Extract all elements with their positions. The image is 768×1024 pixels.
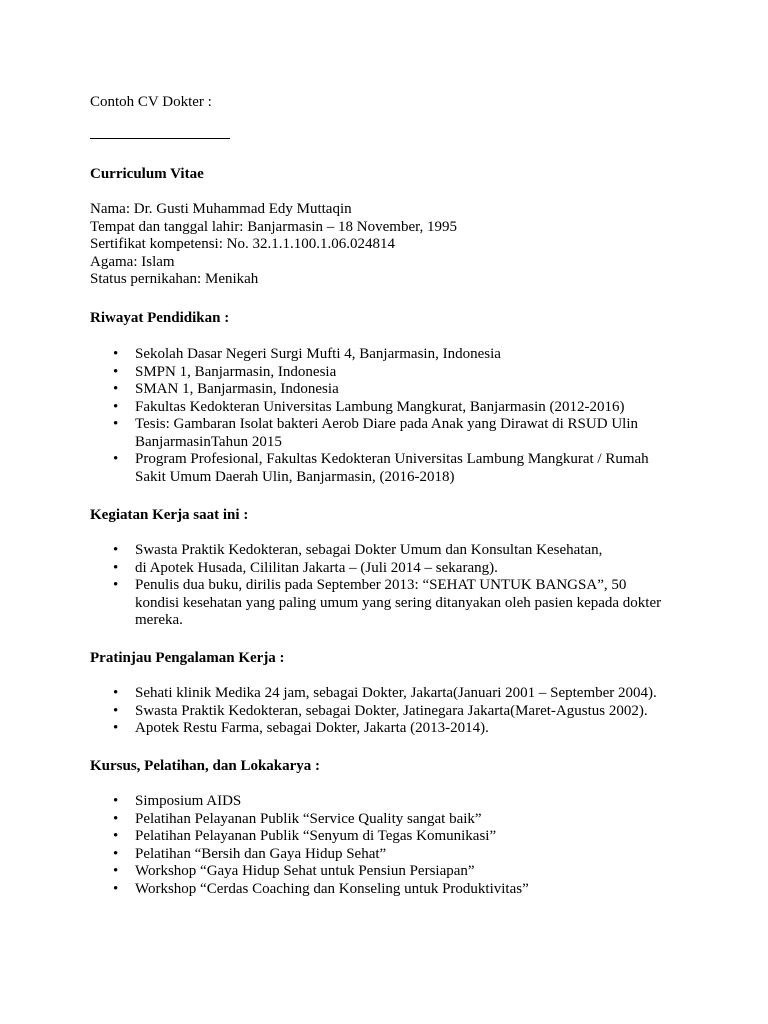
bullet-icon: • [113,845,119,862]
personal-info [90,201,457,289]
bullet-icon: • [113,863,119,879]
list-item-text: Simposium AIDS [135,793,242,809]
list-item-text: Pelatihan Pelayanan Publik “Senyum di Tegas Komunikasi” [135,828,497,844]
list-item [113,685,673,703]
list-item-text: SMAN 1, Banjarmasin, Indonesia [135,381,339,397]
bullet-icon: • [113,702,119,719]
bullet-icon: • [113,793,119,809]
bullet-icon: • [113,880,119,897]
personal-certificate: Sertifikat kompetensi: No. 32.1.1.100.1.06.024814 [90,236,395,252]
list-item [113,720,673,738]
personal-religion: Agama: Islam [90,253,175,270]
list-item [113,346,673,364]
list-item-text: Tesis: Gambaran Isolat bakteri Aerob Diare pada Anak yang Dirawat di RSUD Ulin [135,416,638,432]
list-item-text: Fakultas Kedokteran Universitas Lambung Mangkurat, Banjarmasin (2012-2016) [135,398,625,415]
list-item-text: mereka. [135,612,183,628]
list-item-text: Workshop “Cerdas Coaching dan Konseling untuk Produktivitas” [135,880,529,897]
bullet-icon: • [113,542,119,558]
list-item [113,451,673,486]
personal-name: Nama: Dr. Gusti Muhammad Edy Muttaqin [90,201,352,217]
cv-heading: Curriculum Vitae [90,166,204,182]
list-item [113,881,673,899]
list-item-text: di Apotek Husada, Cililitan Jakarta – (Juli 2014 – sekarang). [135,559,498,576]
list-item-text: Apotek Restu Farma, sebagai Dokter, Jakarta (2013-2014). [135,720,489,736]
education-list [113,346,673,486]
list-item [113,828,673,846]
work-experience-list [113,685,673,738]
list-item-text: kondisi kesehatan yang paling umum yang sering ditanyakan oleh pasien kepada dokter [135,594,662,611]
list-item-text: Swasta Praktik Kedokteran, sebagai Dokter Umum dan Konsultan Kesehatan, [135,542,603,558]
bullet-icon: • [113,363,119,380]
bullet-icon: • [113,381,119,397]
personal-marital-status: Status pernikahan: Menikah [90,271,259,287]
bullet-icon: • [113,828,119,844]
list-item-text: Workshop “Gaya Hidup Sehat untuk Pensiun Persiapan” [135,863,475,879]
current-work-heading: Kegiatan Kerja saat ini : [90,507,249,523]
list-item [113,811,673,829]
current-work-list [113,542,673,630]
bullet-icon: • [113,346,119,362]
bullet-icon: • [113,810,119,827]
list-item [113,703,673,721]
personal-birth: Tempat dan tanggal lahir: Banjarmasin – 18 November, 1995 [90,218,458,235]
list-item [113,381,673,399]
list-item [113,846,673,864]
bullet-icon: • [113,398,119,415]
bullet-icon: • [113,416,119,432]
list-item-text: Penulis dua buku, dirilis pada September 2013: “SEHAT UNTUK BANGSA”, 50 [135,577,627,593]
bullet-icon: • [113,451,119,467]
courses-list [113,793,673,898]
list-item-text: SMPN 1, Banjarmasin, Indonesia [135,363,337,380]
bullet-icon: • [113,559,119,576]
list-item-text: Swasta Praktik Kedokteran, sebagai Dokter, Jatinegara Jakarta(Maret-Agustus 2002). [135,702,648,719]
document-title: Contoh CV Dokter : [90,94,212,110]
list-item [113,577,673,630]
courses-heading: Kursus, Pelatihan, dan Lokakarya : [90,758,321,774]
list-item [113,364,673,382]
education-heading: Riwayat Pendidikan : [90,310,230,326]
list-item [113,542,673,560]
work-experience-heading: Pratinjau Pengalaman Kerja : [90,650,285,666]
list-item [113,793,673,811]
list-item [113,560,673,578]
list-item-text: Sakit Umum Daerah Ulin, Banjarmasin, (2016-2018) [135,468,455,485]
list-item [113,399,673,417]
list-item-text: Pelatihan Pelayanan Publik “Service Quality sangat baik” [135,810,482,827]
list-item [113,863,673,881]
list-item-text: BanjarmasinTahun 2015 [135,433,282,450]
bullet-icon: • [113,577,119,593]
list-item-text: Program Profesional, Fakultas Kedokteran Universitas Lambung Mangkurat / Rumah [135,451,649,467]
list-item-text: Pelatihan “Bersih dan Gaya Hidup Sehat” [135,845,387,862]
list-item [113,416,673,451]
list-item-text: Sekolah Dasar Negeri Surgi Mufti 4, Banjarmasin, Indonesia [135,346,501,362]
bullet-icon: • [113,685,119,701]
title-underline-rule [90,138,230,139]
bullet-icon: • [113,720,119,736]
list-item-text: Sehati klinik Medika 24 jam, sebagai Dokter, Jakarta(Januari 2001 – September 2004). [135,685,657,701]
